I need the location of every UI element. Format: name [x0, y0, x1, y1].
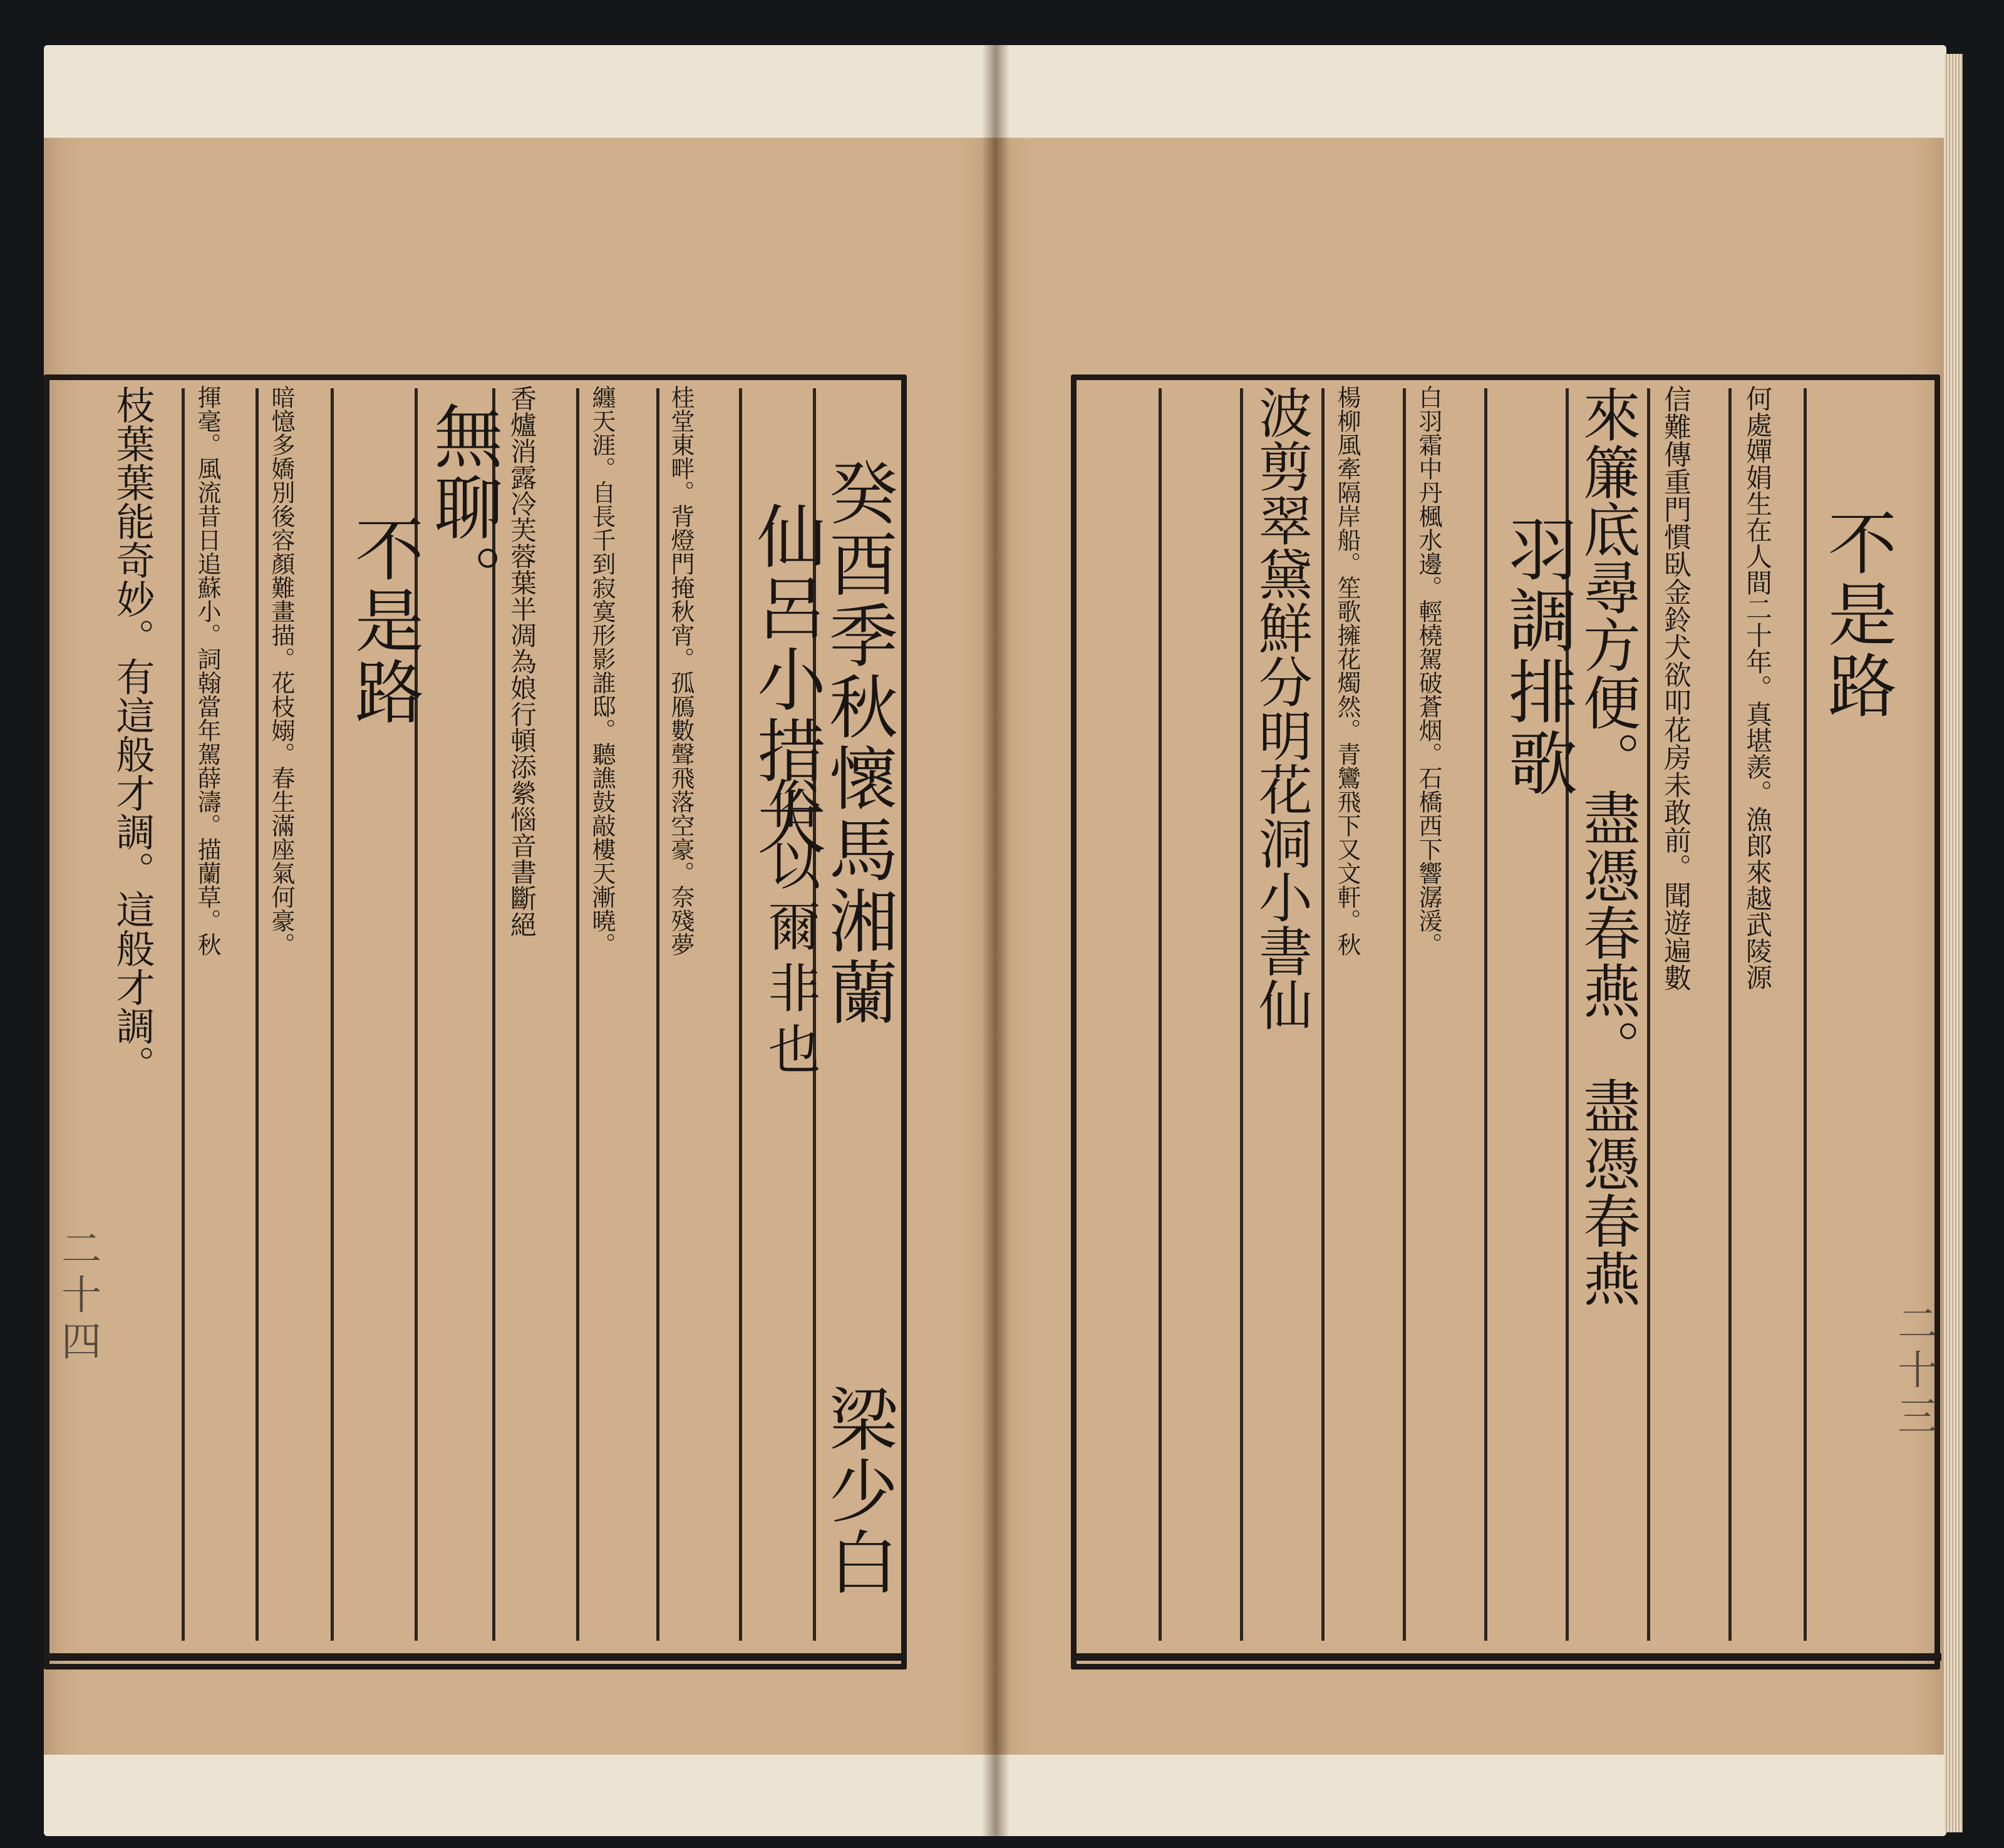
tune-title: 仙呂小措大: [746, 501, 826, 858]
left-folio: 二十四: [54, 1227, 101, 1366]
annotation: 俗以爾非也: [760, 777, 821, 1083]
text-column: 白羽霜中丹楓水邊。輕橈駕破蒼烟。石橋西下響潺湲。: [1415, 385, 1442, 956]
text-column: 楊柳風牽隔岸船。笙歌擁花燭然。青鸞飛下又文軒。秋: [1333, 385, 1361, 956]
right-folio: 二十三: [1891, 1303, 1937, 1442]
text-column: 揮毫。風流昔日追蘇小。詞翰當年駕薛濤。描蘭草。秋: [194, 385, 221, 956]
text-column: 香爐消露冷芙蓉葉半凋為娘行頓添縈惱音書斷絕: [507, 385, 537, 937]
text-column: 來簾底尋方便。盡憑春燕。盡憑春燕: [1574, 385, 1641, 1307]
book-gutter: [982, 45, 1010, 1836]
page-edges: [1944, 54, 1963, 1832]
text-column: 何處嬋娟生在人間二十年。真堪羨。漁郎來越武陵源: [1742, 385, 1773, 990]
tune-title: 不是路: [344, 514, 424, 728]
tune-title: 不是路: [1817, 507, 1897, 721]
poem-title: 癸酉季秋懷馬湘蘭: [818, 457, 898, 1028]
text-column: 枝葉葉能奇妙。有這般才調。這般才調。: [110, 385, 155, 1084]
text-column: 波剪翠黛鮮分明花洞小書仙: [1249, 385, 1312, 1031]
text-column: 桂堂東畔。背燈門掩秋宵。孤鴈數聲飛落空豪。奈殘夢: [667, 385, 695, 956]
author-name: 梁少白: [818, 1384, 898, 1598]
tune-title: 羽調排歌: [1497, 514, 1578, 799]
text-column: 纏天涯。自長千到寂寞形影誰邸。聽譙鼓敲樓天漸曉。: [588, 385, 616, 956]
text-column: 暗憶多嬌別後容顏難畫描。花枝嫋。春生滿座氣何豪。: [267, 385, 295, 956]
text-column: 信難傳重門慣臥金鈴犬欲叩花房未敢前。聞遊遍數: [1659, 385, 1691, 991]
text-column: 無聊。: [423, 401, 503, 615]
